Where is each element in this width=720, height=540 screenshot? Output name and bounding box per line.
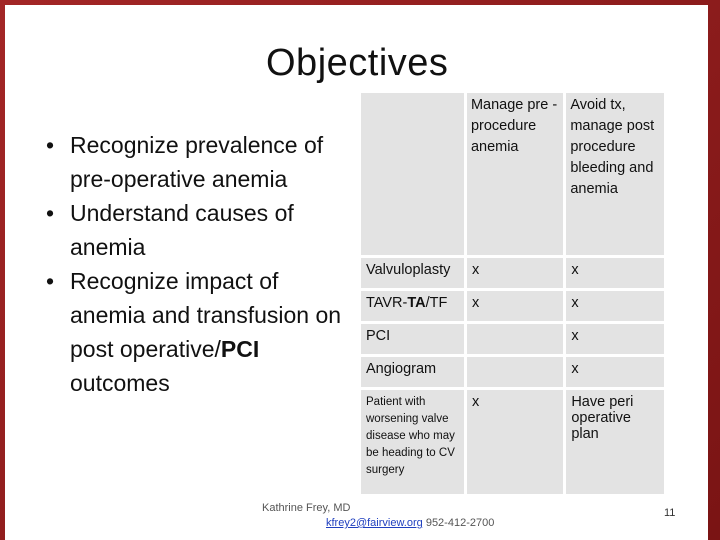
bullet-item: • Recognize prevalence of pre-operative anemia bbox=[38, 128, 358, 196]
table-header-cell: Manage pre - procedure anemia bbox=[465, 93, 564, 257]
procedure-table bbox=[361, 93, 667, 497]
table-cell: x bbox=[565, 356, 666, 389]
table-cell: x bbox=[565, 323, 666, 356]
table-cell: x bbox=[565, 257, 666, 290]
table-cell: x bbox=[465, 257, 564, 290]
row-label: Patient with worsening valve disease who may be heading to CV surgery bbox=[361, 389, 465, 496]
row-label: PCI bbox=[361, 323, 465, 356]
table-row bbox=[361, 257, 666, 290]
slide-title: Objectives bbox=[266, 42, 449, 84]
table-row bbox=[361, 323, 666, 356]
table-row bbox=[361, 356, 666, 389]
table-cell bbox=[465, 356, 564, 389]
table-cell bbox=[465, 323, 564, 356]
table-cell: Have peri operative plan bbox=[565, 389, 666, 496]
table-cell: x bbox=[465, 389, 564, 496]
objectives-list bbox=[38, 128, 358, 400]
bullet-bold-text: PCI bbox=[220, 336, 260, 362]
table-header-cell: Avoid tx, manage post procedure bleeding and anemia bbox=[565, 93, 666, 257]
table-header-cell bbox=[361, 93, 465, 257]
row-label: TAVR-TA/TF bbox=[361, 290, 465, 323]
table-row bbox=[361, 389, 666, 496]
row-label: Angiogram bbox=[361, 356, 465, 389]
table-row bbox=[361, 290, 666, 323]
page-number: 11 bbox=[664, 507, 676, 519]
footer-phone: 952-412-2700 bbox=[422, 517, 495, 529]
table-cell: x bbox=[465, 290, 564, 323]
email-link[interactable]: kfrey2@fairview.org bbox=[326, 517, 423, 529]
footer-author: Kathrine Frey, MD bbox=[262, 502, 351, 514]
footer-contact bbox=[326, 517, 494, 529]
table-header-row bbox=[361, 93, 666, 257]
table-cell: x bbox=[565, 290, 666, 323]
bullet-item: • Understand causes of anemia bbox=[38, 196, 358, 264]
row-label: Valvuloplasty bbox=[361, 257, 465, 290]
bullet-item: • Recognize impact of anemia and transfusion on post operative/PCI outcomes bbox=[38, 264, 358, 400]
